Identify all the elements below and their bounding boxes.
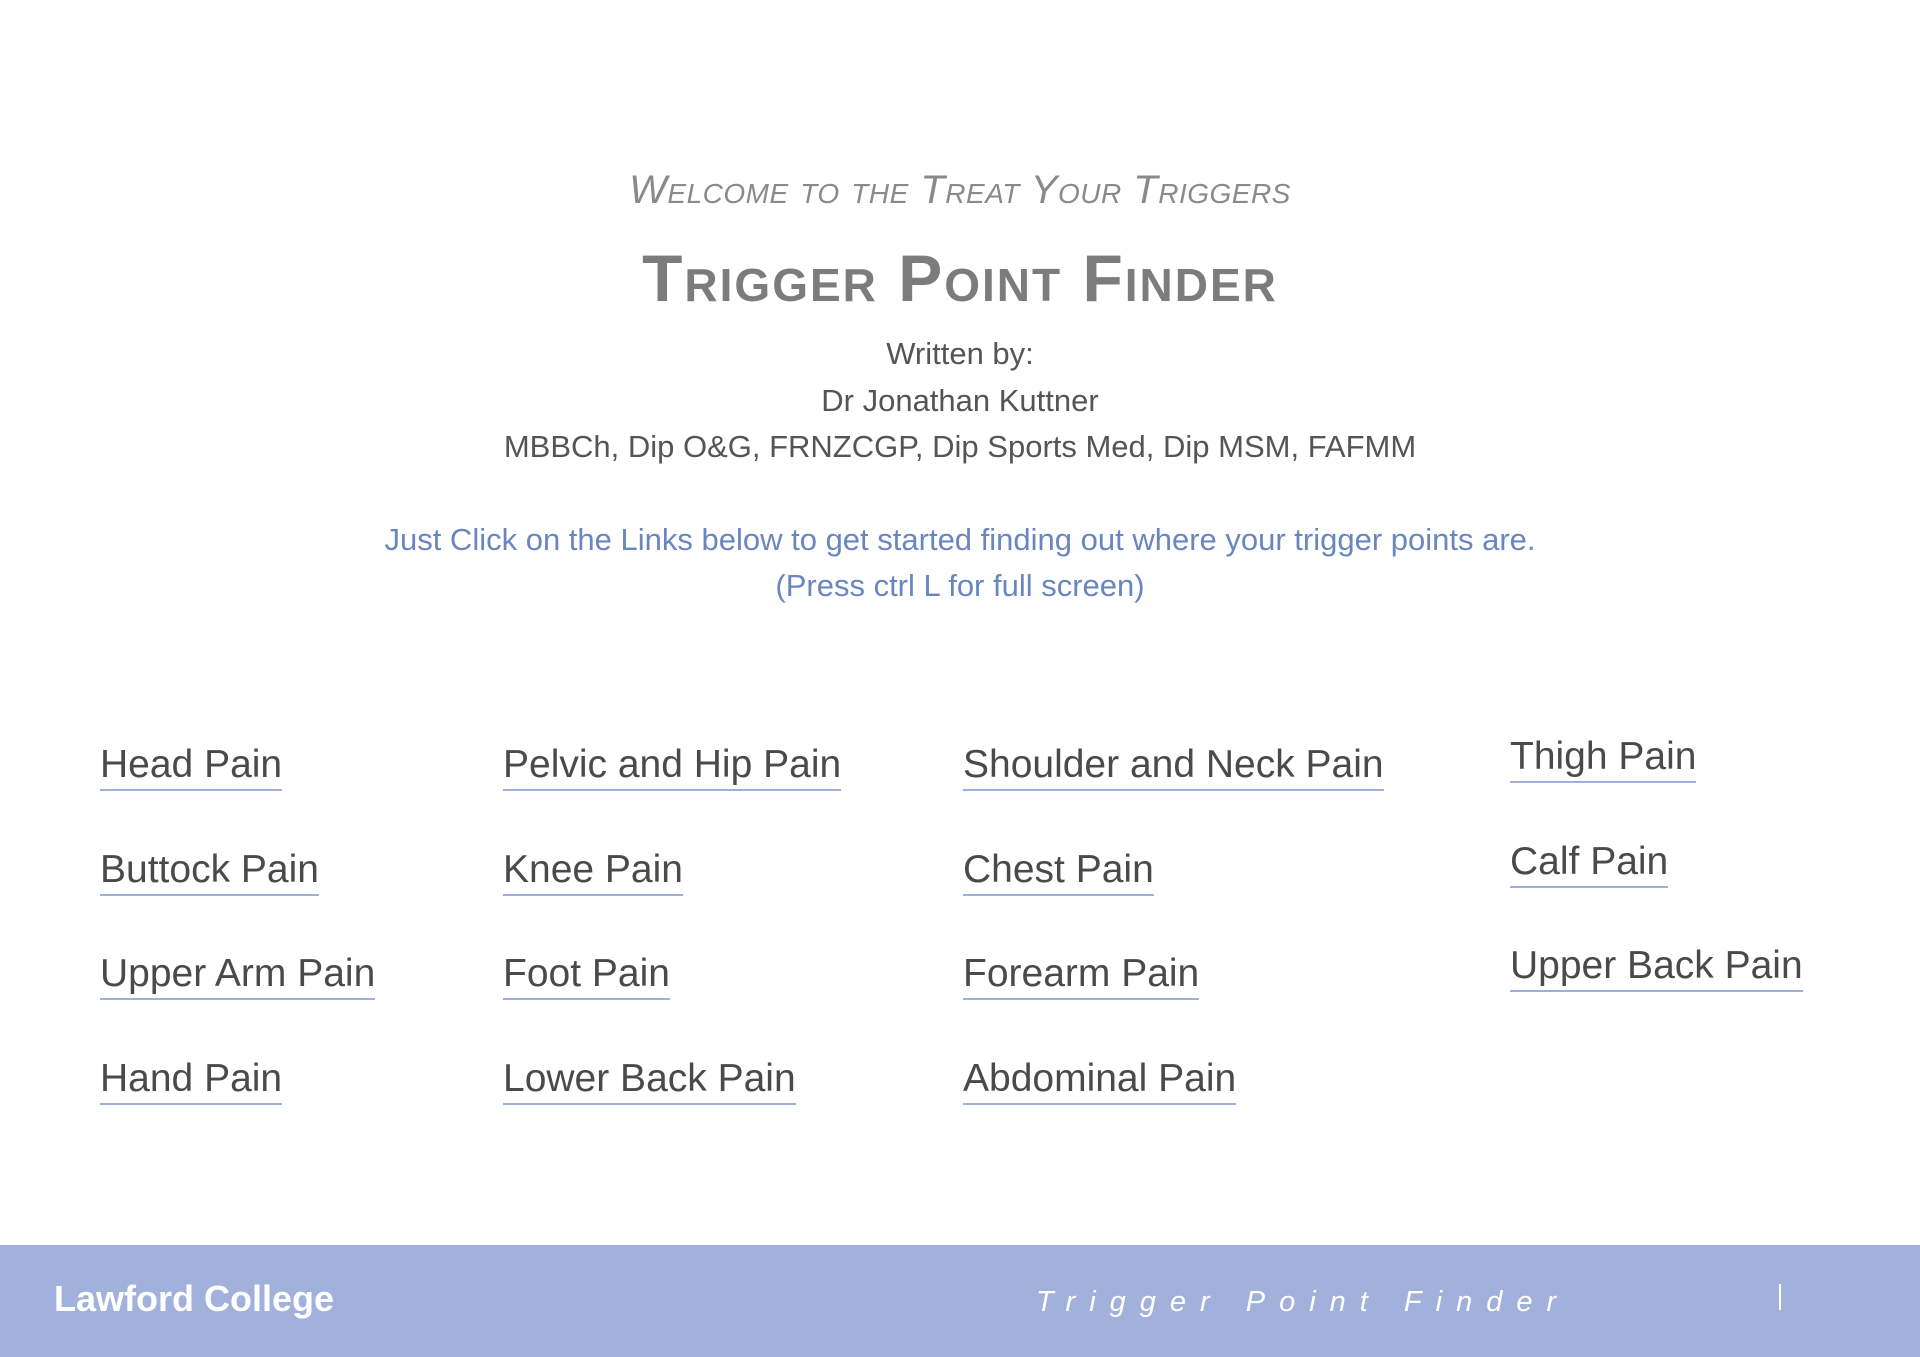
- welcome-subtitle: Welcome to the Treat Your Triggers: [629, 168, 1291, 212]
- page-title: Trigger Point Finder: [642, 241, 1278, 315]
- link-upper-back-pain[interactable]: Upper Back Pain: [1510, 943, 1803, 992]
- link-buttock-pain[interactable]: Buttock Pain: [100, 847, 319, 896]
- link-foot-pain[interactable]: Foot Pain: [503, 951, 670, 1000]
- footer-separator: [1779, 1284, 1781, 1310]
- link-upper-arm-pain[interactable]: Upper Arm Pain: [100, 951, 375, 1000]
- link-thigh-pain[interactable]: Thigh Pain: [1510, 734, 1696, 783]
- footer-title: Trigger Point Finder: [1036, 1286, 1571, 1318]
- link-abdominal-pain[interactable]: Abdominal Pain: [963, 1056, 1236, 1105]
- link-calf-pain[interactable]: Calf Pain: [1510, 839, 1668, 888]
- fullscreen-hint: (Press ctrl L for full screen): [775, 568, 1145, 603]
- link-knee-pain[interactable]: Knee Pain: [503, 847, 683, 896]
- instruction-text: Just Click on the Links below to get started finding out where your trigger points are.: [384, 522, 1536, 557]
- author-name: Dr Jonathan Kuttner: [821, 383, 1099, 418]
- footer-bar: [0, 1245, 1920, 1357]
- author-credentials: MBBCh, Dip O&G, FRNZCGP, Dip Sports Med, Dip MSM, FAFMM: [503, 429, 1417, 464]
- link-pelvic-hip-pain[interactable]: Pelvic and Hip Pain: [503, 742, 841, 791]
- written-by-label: Written by:: [886, 336, 1034, 371]
- link-forearm-pain[interactable]: Forearm Pain: [963, 951, 1199, 1000]
- link-lower-back-pain[interactable]: Lower Back Pain: [503, 1056, 796, 1105]
- link-shoulder-neck-pain[interactable]: Shoulder and Neck Pain: [963, 742, 1384, 791]
- link-hand-pain[interactable]: Hand Pain: [100, 1056, 282, 1105]
- link-head-pain[interactable]: Head Pain: [100, 742, 282, 791]
- footer-brand: Lawford College: [54, 1278, 335, 1319]
- link-chest-pain[interactable]: Chest Pain: [963, 847, 1154, 896]
